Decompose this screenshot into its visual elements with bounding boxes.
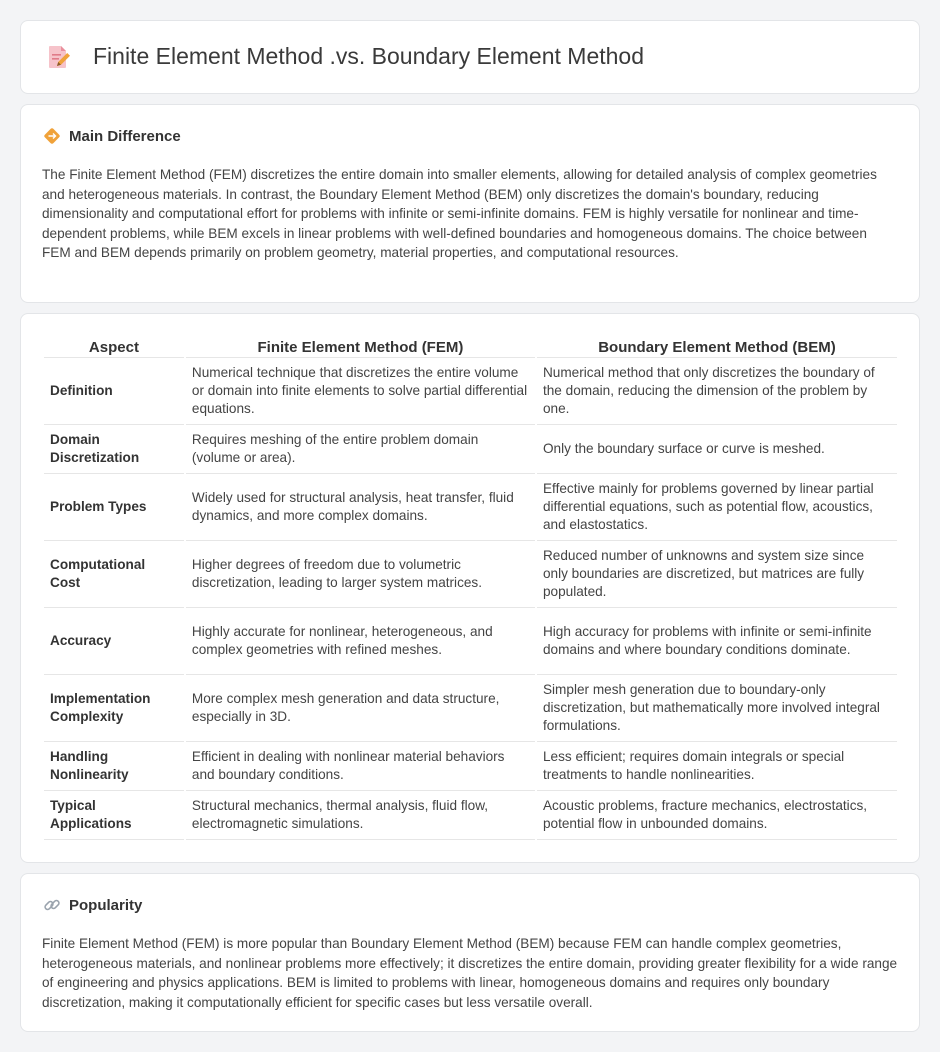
comparison-card [20, 313, 920, 863]
table-row [44, 608, 897, 675]
main-difference-card [20, 104, 920, 303]
bem-cell: Numerical method that only discretizes the boundary of the domain, reducing the dimension of the problem by one. [537, 358, 897, 425]
popularity-header [43, 896, 142, 914]
link-icon [43, 896, 61, 914]
aspect-cell: Implementation Complexity [44, 675, 184, 742]
table-row [44, 675, 897, 742]
document-pencil-icon [47, 44, 71, 70]
bem-cell: Only the boundary surface or curve is meshed. [537, 425, 897, 474]
fem-cell: Efficient in dealing with nonlinear material behaviors and boundary conditions. [186, 742, 535, 791]
header-bem: Boundary Element Method (BEM) [537, 334, 897, 358]
main-difference-text: The Finite Element Method (FEM) discretizes the entire domain into smaller elements, allowing for detailed analysis of complex geometries and heterogeneous materials. In contrast, the Boundary Element Method (BEM) only discretizes the domain's boundary, reducing dimensionality and computational effort for problems with infinite or semi-infinite domains. FEM is highly versatile for nonlinear and time-dependent problems, while BEM excels in linear problems with well-defined boundaries and homogeneous domains. The choice between FEM and BEM depends primarily on problem geometry, material properties, and computational resources. [42, 167, 877, 261]
fem-cell: Highly accurate for nonlinear, heterogeneous, and complex geometries with refined meshes. [186, 608, 535, 675]
page-title: Finite Element Method .vs. Boundary Element Method [93, 43, 645, 69]
aspect-cell: Computational Cost [44, 541, 184, 608]
main-difference-header [43, 127, 181, 145]
bem-cell: Reduced number of unknowns and system size since only boundaries are discretized, but matrices are fully populated. [537, 541, 897, 608]
bem-cell: Less efficient; requires domain integrals or special treatments to handle nonlinearities. [537, 742, 897, 791]
popularity-title: Popularity [69, 896, 143, 914]
table-row [44, 791, 897, 840]
aspect-cell: Accuracy [44, 608, 184, 675]
aspect-cell: Handling Nonlinearity [44, 742, 184, 791]
table-row [44, 742, 897, 791]
table-row [44, 474, 897, 541]
table-row [44, 425, 897, 474]
bem-cell: Simpler mesh generation due to boundary-only discretization, but mathematically more involved integral formulations. [537, 675, 897, 742]
aspect-cell: Definition [44, 358, 184, 425]
table-header-row [44, 334, 897, 358]
title-card [20, 20, 920, 94]
popularity-card [20, 873, 920, 1032]
diamond-arrows-icon [43, 127, 61, 145]
fem-cell: Numerical technique that discretizes the entire volume or domain into finite elements to solve partial differential equations. [186, 358, 535, 425]
aspect-cell: Domain Discretization [44, 425, 184, 474]
bem-cell: Acoustic problems, fracture mechanics, electrostatics, potential flow in unbounded domains. [537, 791, 897, 840]
bem-cell: Effective mainly for problems governed by linear partial differential equations, such as potential flow, acoustics, and elastostatics. [537, 474, 897, 541]
comparison-table [42, 334, 899, 840]
fem-cell: Widely used for structural analysis, heat transfer, fluid dynamics, and more complex domains. [186, 474, 535, 541]
fem-cell: Requires meshing of the entire problem domain (volume or area). [186, 425, 535, 474]
bem-cell: High accuracy for problems with infinite or semi-infinite domains and where boundary conditions dominate. [537, 608, 897, 675]
aspect-cell: Typical Applications [44, 791, 184, 840]
header-fem: Finite Element Method (FEM) [186, 334, 535, 358]
fem-cell: Structural mechanics, thermal analysis, fluid flow, electromagnetic simulations. [186, 791, 535, 840]
fem-cell: Higher degrees of freedom due to volumetric discretization, leading to larger system matrices. [186, 541, 535, 608]
table-row [44, 358, 897, 425]
header-aspect: Aspect [44, 334, 184, 358]
aspect-cell: Problem Types [44, 474, 184, 541]
popularity-text: Finite Element Method (FEM) is more popular than Boundary Element Method (BEM) because FEM can handle complex geometries, heterogeneous materials, and nonlinear problems more effectively; it discretizes the entire domain, providing greater flexibility for a wide range of engineering and physics applications. BEM is limited to problems with linear, homogeneous domains and requires only boundary discretization, making it computationally efficient for specific cases but less versatile overall. [42, 936, 898, 1010]
title-row [47, 43, 644, 70]
table-row [44, 541, 897, 608]
main-difference-title: Main Difference [69, 127, 181, 145]
fem-cell: More complex mesh generation and data structure, especially in 3D. [186, 675, 535, 742]
